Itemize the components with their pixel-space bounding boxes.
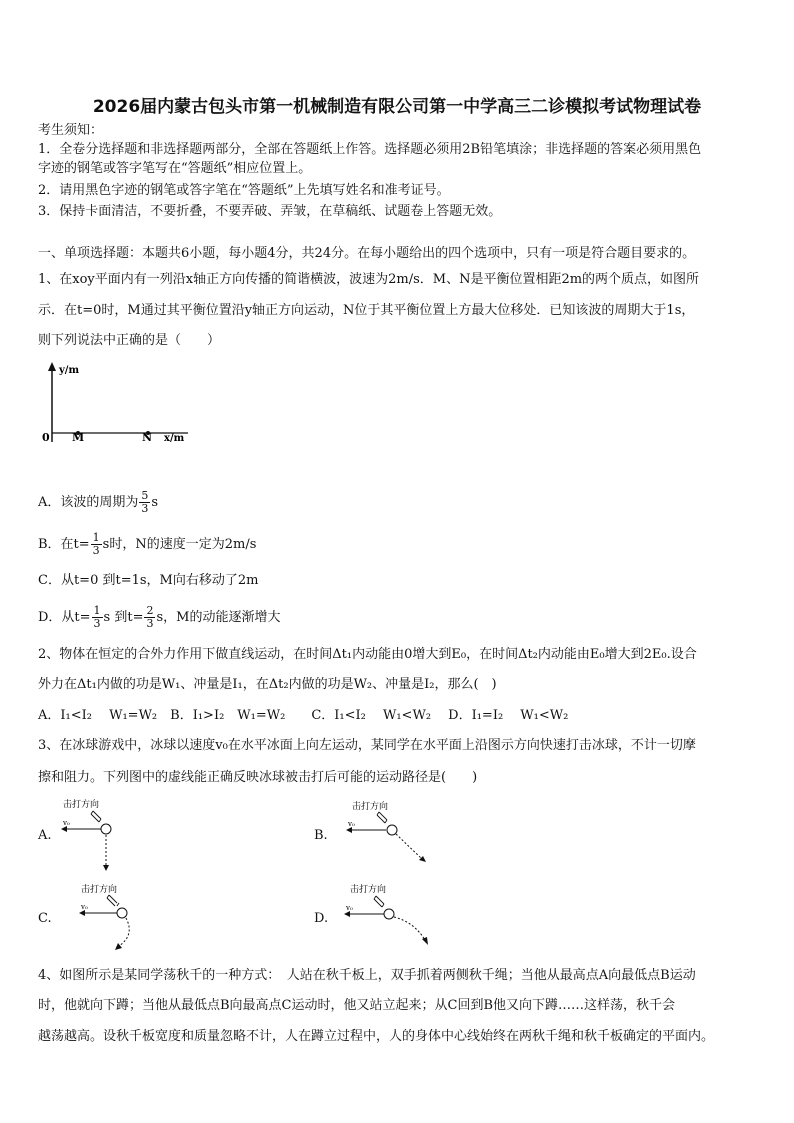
x-axis-label: x/m [164, 433, 185, 444]
section-heading: 一、单项选择题：本题共6小题，每小题4分，共24分。在每小题给出的四个选项中，只有一项是符合题目要求的。 [38, 246, 696, 261]
v0-label: v₀ [81, 903, 88, 911]
q1-b-num: 1 [92, 531, 100, 544]
notice-line-1: 1．全卷分选择题和非选择题两部分，全部在答题纸上作答。选择题必须用2B铅笔填涂；非选择题的答案必须用黑色 [38, 142, 702, 157]
origin-label: 0 [42, 431, 50, 444]
q3-figure-c [75, 880, 165, 955]
v0-label: v₀ [346, 904, 353, 912]
hit-direction-label: 击打方向 [81, 885, 118, 895]
hit-direction-label: 击打方向 [352, 802, 389, 812]
q1-d-num2: 2 [146, 604, 154, 617]
point-m-label: M [72, 431, 85, 444]
q1-d-num1: 1 [93, 604, 101, 617]
path-arrowhead-icon [422, 937, 428, 945]
q1-a-unit: s [151, 495, 159, 510]
q1-d-den2: 3 [146, 617, 154, 630]
path-dashed [394, 917, 425, 940]
v0-label: v₀ [348, 820, 355, 828]
q1-line-3: 则下列说法中正确的是（ ） [38, 333, 221, 348]
q3-figure-b [340, 797, 440, 867]
q2-line-2: 外力在Δt₁内做的功是W₁、冲量是I₁，在Δt₂内做的功是W₂、冲量是I₂，那么( ) [38, 677, 497, 692]
notice-line-2: 2．请用黑色字迹的钢笔或答字笔在“答题纸”上先填写姓名和准考证号。 [38, 183, 450, 198]
q1-d-den1: 3 [93, 617, 101, 630]
q1-b-text: B．在t= [38, 537, 90, 552]
path-arrowhead-icon [103, 865, 109, 871]
q1-line-1: 1、在xoy平面内有一列沿x轴正方向传播的简谐横波，波速为2m/s．M、N是平衡位置相距2m的两个质点，如图所 [38, 272, 700, 287]
q3-option-b-label: B. [314, 828, 328, 843]
y-axis-arrow-icon [48, 362, 56, 371]
q1-d-rest: s，M的动能逐渐增大 [156, 610, 281, 625]
q1-a-fraction [139, 490, 150, 515]
q1-option-d [38, 605, 280, 630]
hit-arrow-icon [107, 895, 119, 906]
q4-line-2: 时，他就向下蹲；当他从最低点B向最高点C运动时，他又站立起来；从C回到B他又向下蹲……这样荡，秋千会 [38, 998, 676, 1013]
q1-a-den: 3 [141, 502, 149, 515]
q1-a-num: 5 [141, 489, 149, 502]
q1-d-fraction-2 [144, 605, 155, 630]
puck [101, 824, 111, 834]
q1-b-fraction [91, 532, 102, 557]
hit-direction-label: 击打方向 [350, 885, 387, 895]
path-dashed [396, 834, 422, 859]
hit-direction-label: 击打方向 [63, 800, 100, 810]
hit-arrow-icon [377, 812, 387, 823]
q1-wave-figure [38, 362, 198, 454]
q3-figure-d [340, 880, 440, 950]
q1-d-text: D．从t= [38, 610, 91, 625]
v0-label: v₀ [63, 819, 70, 827]
q1-a-text: A．该波的周期为 [38, 495, 139, 510]
notice-line-3: 3．保持卡面清洁，不要折叠，不要弄破、弄皱，在草稿纸、试题卷上答题无效。 [38, 204, 502, 219]
hit-arrow-icon [374, 896, 384, 907]
q1-line-2: 示．在t=0时，M通过其平衡位置沿y轴正方向运动，N位于其平衡位置上方最大位移处．已知该波的周期大于1s， [38, 303, 695, 318]
q2-options: A．I₁<I₂ W₁=W₂ B．I₁>I₂ W₁=W₂ C．I₁<I₂ W₁<W₂ D．I₁=I₂ W₁<W₂ [38, 708, 569, 723]
q1-option-a [38, 490, 158, 515]
path-dashed [119, 918, 129, 946]
q3-line-1: 3、在冰球游戏中，冰球以速度v₀在水平冰面上向左运动，某同学在水平面上沿图示方向快速打击冰球，不计一切摩 [38, 738, 696, 753]
hit-arrow-icon [91, 811, 101, 822]
q2-line-1: 2、物体在恒定的合外力作用下做直线运动，在时间Δt₁内动能由0增大到E₀，在时间Δt₂内动能由E₀增大到2E₀.设合 [38, 647, 697, 662]
notice-line-1b: 字迹的钢笔或答字笔写在“答题纸”相应位置上。 [38, 161, 312, 176]
q3-option-d-label: D. [314, 911, 329, 926]
q3-line-2: 擦和阻力。下列图中的虚线能正确反映冰球被击打后可能的运动路径是( ) [38, 770, 478, 785]
point-n-label: N [142, 431, 153, 444]
q3-option-c-label: C. [38, 911, 52, 926]
q1-d-fraction-1 [92, 605, 103, 630]
y-axis-label: y/m [59, 365, 80, 376]
notice-heading: 考生须知： [38, 123, 104, 138]
q1-option-c: C．从t=0 到t=1s，M向右移动了2m [38, 573, 259, 588]
q1-b-rest: s时，N的速度一定为2m/s [102, 537, 257, 552]
page-title: 2026届内蒙古包头市第一机械制造有限公司第一中学高三二诊模拟考试物理试卷 [92, 97, 702, 117]
puck [384, 909, 394, 919]
q4-line-3: 越荡越高。设秋千板宽度和质量忽略不计，人在蹲立过程中，人的身体中心线始终在两秋千绳和秋千板确定的平面内。 [38, 1029, 715, 1044]
q4-line-1: 4、如图所示是某同学荡秋千的一种方式： 人站在秋千板上，双手抓着两侧秋千绳；当他从最高点A向最低点B运动 [38, 968, 696, 983]
q3-option-a-label: A. [38, 828, 52, 843]
q1-b-den: 3 [92, 544, 100, 557]
q1-d-mid: s 到t= [103, 610, 144, 625]
q1-option-b [38, 532, 256, 557]
puck [387, 825, 397, 835]
puck [117, 908, 127, 918]
q3-figure-a [55, 795, 145, 875]
